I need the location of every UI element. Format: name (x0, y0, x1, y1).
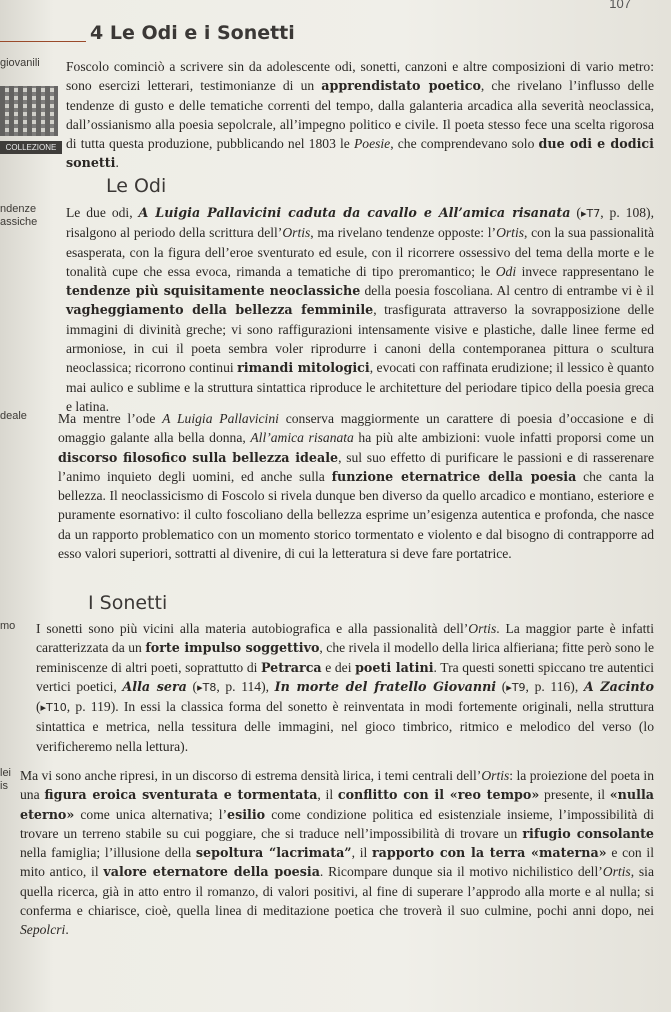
margin-label-mo: mo (0, 620, 16, 632)
collezione-tag[interactable]: COLLEZIONE (0, 141, 62, 154)
cross-reference-t8[interactable]: ▸T8 (197, 680, 217, 694)
margin-label-tendenze-2: assiche (0, 216, 38, 228)
cross-reference-t7[interactable]: ▸T7 (580, 207, 601, 220)
sonetti-paragraph-1: I sonetti sono più vicini alla materia autobiografica e alla passionalità dell’Ortis. La maggior parte è infatti caratterizzata da un forte impulso soggettivo, che rivela il modello della lirica alfieriana; fitte però sono le reminiscenze di altri poeti, soprattutto di Petrarca e dei poeti latini. Tra questi sonetti spiccano tre autentici vertici poetici, Alla sera (▸T8, p. 114), In morte del fratello Giovanni (▸T9, p. 116), A Zacinto (▸T10, p. 119). In essi la classica forma del sonetto è reinventata in modi fortemente originali, nella struttura sintattica e metrica, nella tessitura delle immagini, nel gioco timbrico, ritmico e melodico del verso (lo verificheremo nella lettura). (36, 621, 654, 754)
intro-paragraph: Foscolo cominciò a scrivere sin da adolescente odi, sonetti, canzoni e altre composizioni di vario metro: sono esercizi letterari, testimonianze di un apprendistato poetico, che rivelano l’influsso delle tendenze di gusto e delle tematiche correnti del tempo, dalla galanteria arcadica alla severità neoclassica, dall’ossianismo alla poesia sepolcrale, all’impegno politico e civile. Il poeta stesso fece una scelta rigorosa di tutta questa produzione, pubblicando nel 1803 le Poesie, che comprendevano solo due odi e dodici sonetti. (66, 59, 654, 171)
margin-label-tendenze-1: ndenze (0, 203, 37, 215)
margin-label-temi-1: lei (0, 767, 12, 779)
qr-code-icon[interactable] (0, 86, 58, 136)
section-heading-odi: Le Odi (106, 175, 167, 197)
page-number: 107 (609, 0, 631, 11)
odi-paragraph-1: Le due odi, A Luigia Pallavicini caduta da cavallo e All’amica risanata (▸T7, p. 108), risalgono al periodo della scrittura dell’Ortis, ma rivelano tendenze opposte: l’Ortis, con la sua passionalità esasperata, con la figura dell’eroe sventurato ed esule, con il ricorrere ossessivo del tema della morte e le tonalità cupe che essa evoca, rimanda a tematiche di tipo preromantico; le Odi invece rappresentano le tendenze più squisitamente neoclassiche della poesia foscoliana. Al centro di entrambe vi è il vagheggiamento della bellezza femminile, trasfigurata attraverso la sovrapposizione delle immagini di divinità greche; vi sono raffigurazioni intensamente visive e plastiche, dalle linee ferme ed armoniose, in cui il poeta sembra voler riprodurre i canoni della contemporanea pittura o scultura neoclassica; ricorrono continui rimandi mitologici, evocati con raffinata erudizione; il lessico è quanto mai aulico e sublime e la struttura sintattica riproduce le architetture del periodare tipico della poesia greca e latina. (66, 205, 655, 414)
margin-label-ideale: deale (0, 410, 27, 422)
cross-reference-t10[interactable]: ▸T10 (40, 701, 67, 715)
margin-label-giovanili: giovanili (0, 57, 40, 69)
title-rule (0, 41, 86, 42)
cross-reference-t9[interactable]: ▸T9 (506, 680, 526, 694)
odi-paragraph-2: Ma mentre l’ode A Luigia Pallavicini conserva maggiormente un carattere di poesia d’occasione e di omaggio galante alla bella donna, All’amica risanata ha più alte ambizioni: vuole infatti proporsi come un discorso filosofico sulla bellezza ideale, sul suo effetto di purificare le passioni e di rasserenare l’animo inquieto degli uomini, ed anche sulla funzione eternatrice della poesia che canta la bellezza. Il neoclassicismo di Foscolo si rivela dunque ben diverso da quello arcadico e montiano, esteriore e puramente esornativo: il culto foscoliano della bellezza esprime un’esigenza autentica e profonda, che nasce da un rapporto problematico con un momento storico tormentato e violento e dal bisogno di contrapporre ad esso valori superiori, sottratti al divenire, di cui la letteratura si deve fare portatrice. (58, 411, 655, 562)
sonetti-paragraph-2: Ma vi sono anche ripresi, in un discorso di estrema densità lirica, i temi centrali dell’Ortis: la proiezione del poeta in una figura eroica sventurata e tormentata, il conflitto con il «reo tempo» presente, il «nulla eterno» come unica alternativa; l’esilio come condizione politica ed esistenziale insieme, l’impossibilità di trovare un terreno stabile su cui poggiare, che si traduce nell’impossibilità di trovare un rifugio consolante nella famiglia; l’illusione della sepoltura “lacrimata”, il rapporto con la terra «materna» e con il mito antico, il valore eternatore della poesia. Ricompare dunque sia il motivo nichilistico dell’Ortis, sia quella ricerca, già in atto entro il romanzo, di valori positivi, al fine di superare l’approdo alla morte e al nulla; si conferma e chiarisce, cioè, quella linea di meditazione poetica che troverà il suo culmine, pochi anni dopo, nei Sepolcri. (20, 768, 654, 938)
section-heading-sonetti: I Sonetti (88, 592, 168, 614)
margin-label-temi-2: is (0, 780, 8, 792)
chapter-title: 4 Le Odi e i Sonetti (90, 22, 295, 44)
